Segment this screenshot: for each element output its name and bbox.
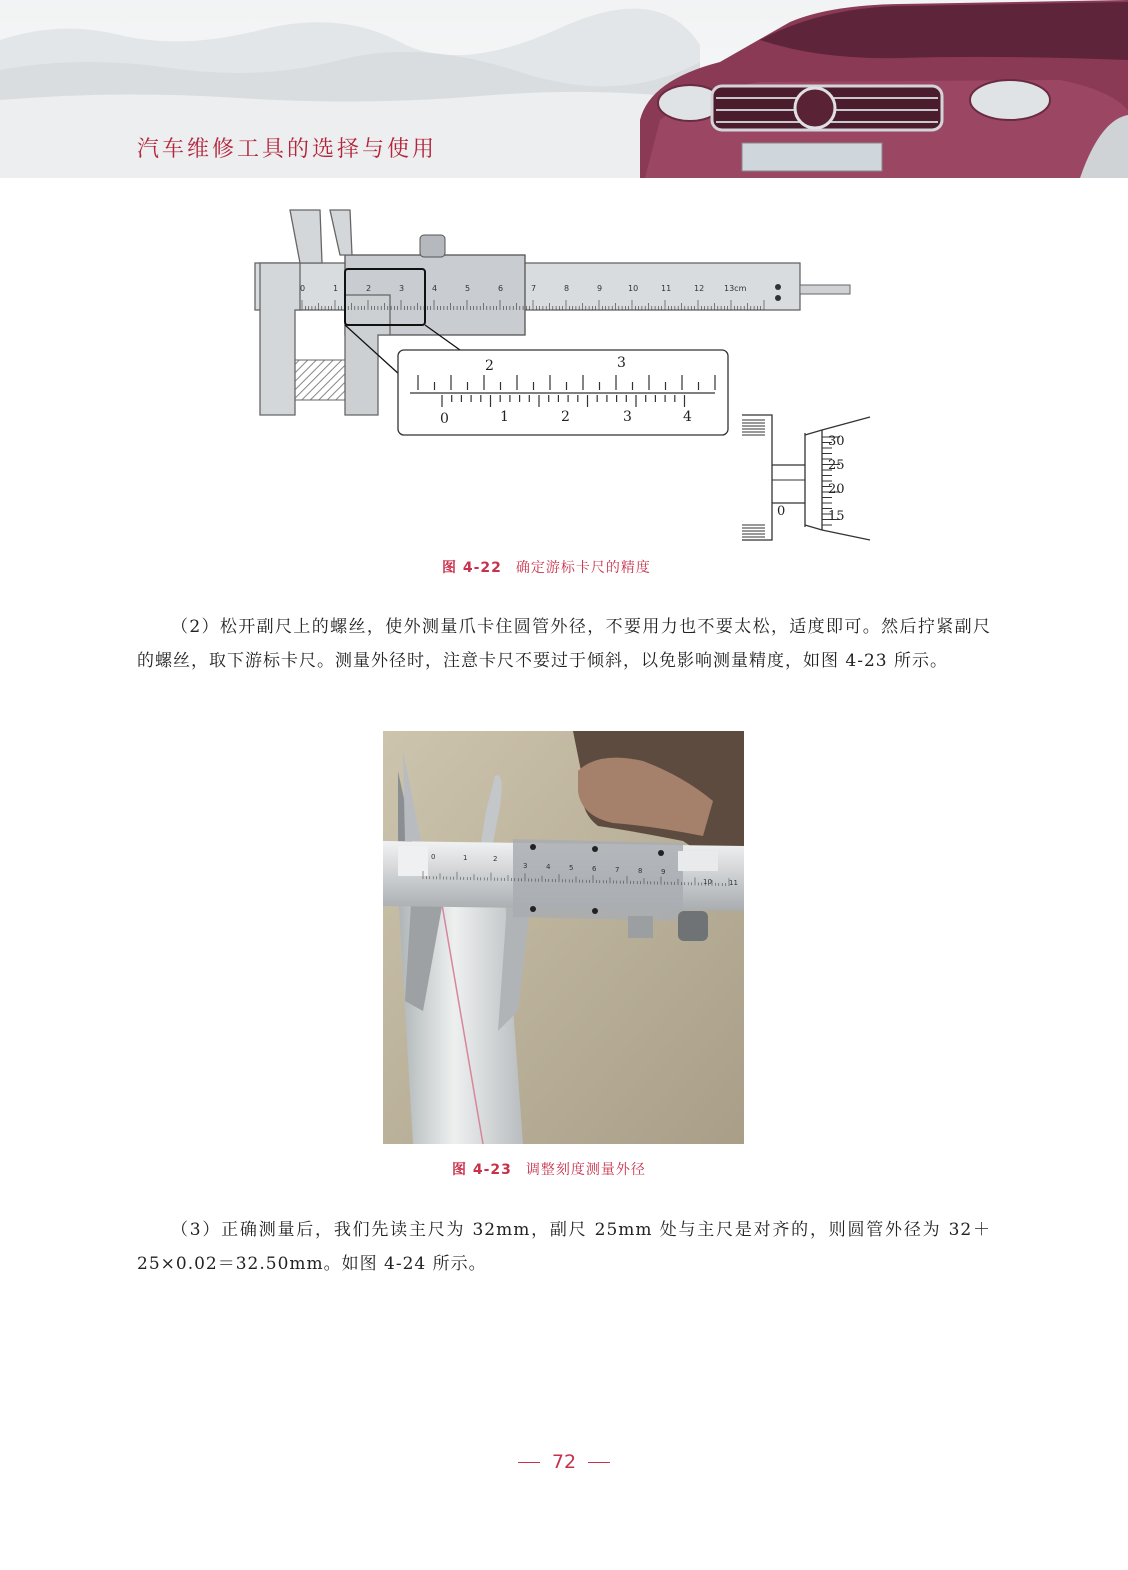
dash-left [518,1462,540,1463]
main-scale-label: 8 [564,284,570,293]
zoom-vernier-label: 3 [623,409,632,425]
photo-ruler-label: 9 [661,868,666,876]
caption-number: 图 4-23 [452,1162,512,1178]
main-scale-label: 2 [366,284,372,293]
car-image [640,0,1128,178]
photo-ruler-label: 11 [729,879,738,887]
micrometer-label: 15 [828,509,845,524]
page-number-value: 72 [551,1451,577,1473]
main-scale-label: 11 [661,284,672,293]
main-scale-label: 13cm [724,284,747,293]
header-title: 汽车维修工具的选择与使用 [137,137,438,162]
paragraph-step-2: （2）松开副尺上的螺丝，使外测量爪卡住圆管外径，不要用力也不要太松，适度即可。然后拧紧副尺的螺丝，取下游标卡尺。测量外径时，注意卡尺不要过于倾斜，以免影响测量精度，如图 4-23 所示。 [137,617,991,671]
caption-number: 图 4-22 [442,560,502,576]
photo-ruler-label: 8 [638,867,643,875]
main-scale-label: 10 [628,284,639,293]
dash-right [588,1462,610,1463]
main-scale-label: 5 [465,284,471,293]
zoom-main-label: 2 [485,358,494,374]
zoom-vernier-label: 4 [683,409,692,425]
photo-ruler-label: 6 [592,865,597,873]
photo-ruler-label: 7 [615,866,620,874]
caption-text: 调整刻度测量外径 [525,1162,646,1178]
header-banner [0,0,1128,178]
photo-ruler-label: 2 [493,855,498,863]
photo-ruler-label: 1 [463,854,468,862]
micrometer-label: 25 [828,458,845,473]
figure-caliper-photo [383,731,744,1144]
caliper-diagram [250,205,880,545]
figure-4-23-caption [452,1159,646,1179]
photo-ruler-label: 3 [523,862,528,870]
main-scale-label: 0 [300,284,306,293]
photo-ruler-label: 10 [703,878,712,886]
caption-text: 确定游标卡尺的精度 [515,560,651,576]
micrometer-label: 30 [828,434,845,449]
micrometer-sleeve-label: 0 [777,504,786,519]
paragraph-step-3: （3）正确测量后，我们先读主尺为 32mm，副尺 25mm 处与主尺是对齐的，则圆管外径为 32＋25×0.02＝32.50mm。如图 4-24 所示。 [137,1220,991,1274]
photo-ruler-label: 5 [569,864,574,872]
main-scale-label: 4 [432,284,438,293]
page-number [0,1451,1128,1473]
micrometer-label: 20 [828,482,845,497]
photo-ruler-label: 0 [431,853,436,861]
main-scale-label: 1 [333,284,339,293]
main-scale-label: 12 [694,284,705,293]
main-scale-label: 9 [597,284,603,293]
zoom-vernier-label: 1 [500,409,509,425]
zoom-vernier-label: 0 [440,411,449,427]
zoom-main-label: 3 [617,355,626,371]
photo-ruler-label: 4 [546,863,551,871]
main-scale-label: 6 [498,284,504,293]
caliper-photo [383,731,744,1144]
main-scale-label: 3 [399,284,405,293]
micrometer-inset [742,415,870,540]
main-scale-label: 7 [531,284,537,293]
figure-4-22-caption [442,557,651,577]
figure-vernier-caliper-diagram [250,205,880,545]
zoom-vernier-label: 2 [561,409,570,425]
